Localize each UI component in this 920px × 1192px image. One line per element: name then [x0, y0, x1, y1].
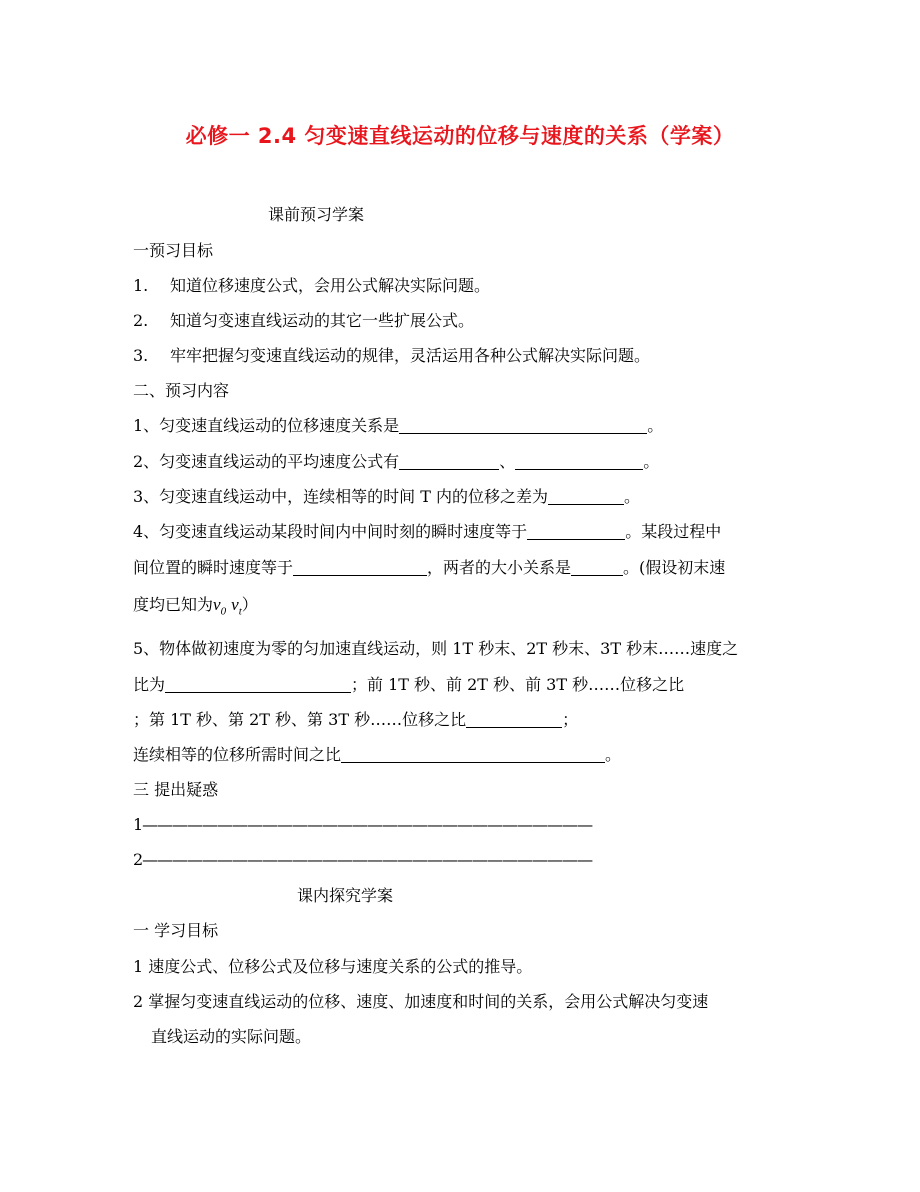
question-text: 连续相等的位移所需时间之比: [133, 745, 342, 764]
answer-blank[interactable]: [515, 453, 643, 470]
question-text: 。(假设初末速: [623, 558, 726, 577]
question-1: [133, 416, 663, 436]
learning-goal-2-line-2: 直线运动的实际问题。: [151, 1027, 312, 1046]
question-text: 1、匀变速直线运动的位移速度关系是: [133, 416, 400, 435]
goal-number: 3.: [133, 346, 149, 365]
preview-goals-heading: 一预习目标: [133, 241, 214, 260]
doubt-line-2[interactable]: 2——————————————————————————————: [133, 850, 593, 869]
math-v: v: [231, 595, 239, 614]
punctuation: ）: [241, 595, 258, 614]
punctuation: 。: [624, 487, 641, 506]
punctuation: 。: [605, 745, 622, 764]
answer-blank[interactable]: [399, 453, 499, 470]
question-5-line-2: [133, 675, 684, 695]
question-3: [133, 487, 640, 507]
question-5-line-3: [133, 710, 578, 730]
doubts-heading: 三 提出疑惑: [133, 780, 219, 799]
goal-number: 2.: [133, 311, 149, 330]
question-text: 度均已知为: [133, 595, 214, 614]
question-text: 间位置的瞬时速度等于: [133, 558, 294, 577]
separator: 、: [499, 452, 516, 471]
pre-study-heading: 课前预习学案: [268, 205, 365, 224]
punctuation: 。: [647, 416, 664, 435]
goal-item: [133, 311, 474, 331]
answer-blank[interactable]: [548, 488, 624, 505]
in-class-heading: 课内探究学案: [297, 886, 394, 905]
question-5-line-4: [133, 745, 621, 765]
learning-goal-1: 1 速度公式、位移公式及位移与速度关系的公式的推导。: [133, 957, 533, 976]
math-subscript: t: [238, 605, 242, 618]
punctuation: ；: [562, 710, 579, 729]
question-4-line-2: [133, 558, 725, 578]
initial-velocity-symbol: [213, 595, 227, 618]
question-5-line-1: 5、物体做初速度为零的匀加速直线运动，则 1T 秒末、2T 秒末、3T 秒末……速度之: [133, 639, 739, 658]
question-text: 比为: [133, 675, 166, 694]
question-text: ；前 1T 秒、前 2T 秒、前 3T 秒……位移之比: [351, 675, 685, 694]
preview-content-heading: 二、预习内容: [133, 381, 230, 400]
question-4-line-3: [133, 595, 258, 621]
math-subscript: 0: [220, 605, 227, 618]
question-text: 。某段过程中: [625, 522, 722, 541]
answer-blank[interactable]: [341, 746, 605, 763]
question-4-line-1: [133, 522, 721, 542]
answer-blank[interactable]: [165, 676, 351, 693]
question-text: 4、匀变速直线运动某段时间内中间时刻的瞬时速度等于: [133, 522, 528, 541]
answer-blank[interactable]: [293, 559, 427, 576]
goal-item: [133, 346, 650, 366]
learning-goals-heading: 一 学习目标: [133, 921, 219, 940]
question-text: 3、匀变速直线运动中，连续相等的时间 T 内的位移之差为: [133, 487, 549, 506]
answer-blank[interactable]: [527, 523, 625, 540]
answer-blank[interactable]: [466, 711, 562, 728]
doubt-line-1[interactable]: 1——————————————————————————————: [133, 815, 593, 834]
question-text: ；第 1T 秒、第 2T 秒、第 3T 秒……位移之比: [133, 710, 467, 729]
answer-blank[interactable]: [571, 559, 623, 576]
final-velocity-symbol: [231, 595, 242, 618]
document-title: 必修一 2.4 匀变速直线运动的位移与速度的关系（学案）: [185, 124, 735, 148]
goal-number: 1.: [133, 276, 149, 295]
question-2: [133, 452, 659, 472]
goal-item: [133, 276, 490, 296]
goal-text: 知道匀变速直线运动的其它一些扩展公式。: [170, 311, 475, 330]
learning-goal-2-line-1: 2 掌握匀变速直线运动的位移、速度、加速度和时间的关系，会用公式解决匀变速: [133, 992, 709, 1011]
goal-text: 知道位移速度公式，会用公式解决实际问题。: [170, 276, 491, 295]
question-text: 2、匀变速直线运动的平均速度公式有: [133, 452, 400, 471]
punctuation: 。: [643, 452, 660, 471]
goal-text: 牢牢把握匀变速直线运动的规律，灵活运用各种公式解决实际问题。: [170, 346, 651, 365]
question-text: ，两者的大小关系是: [427, 558, 572, 577]
answer-blank[interactable]: [399, 417, 647, 434]
math-v: v: [213, 595, 221, 614]
